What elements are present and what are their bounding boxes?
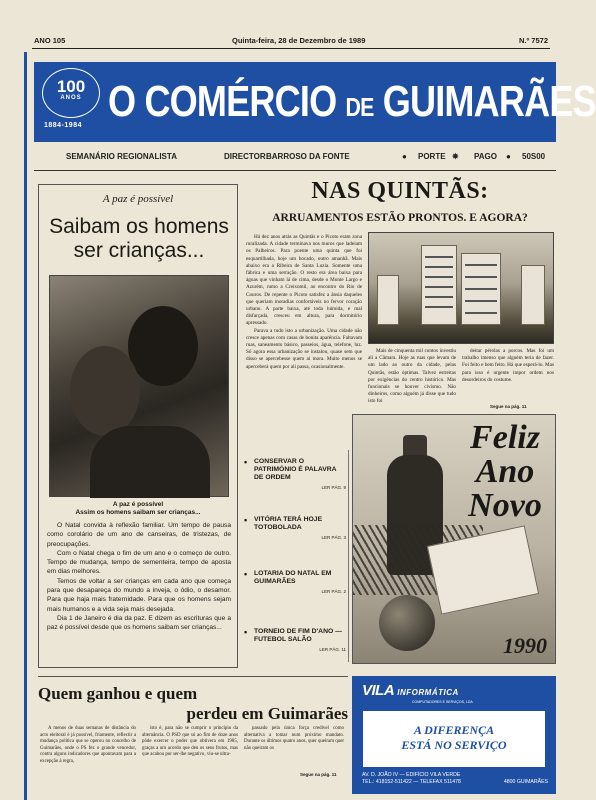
price: 50S00 (522, 152, 546, 161)
photo-figure-body (90, 426, 210, 498)
ad-slogan-line-2: ESTÁ NO SERVIÇO (401, 738, 507, 752)
photo-building (377, 275, 399, 325)
ad-street: AV. D. JOÃO IV — EDIFÍCIO VILA VERDE (362, 772, 461, 778)
new-year-greeting-photo (352, 414, 556, 664)
quintas-paragraph: Há dez anos atrás as Quintãs e o Picoto eram zona ruralizada. A cidade terminava nos muros que ladeiam os Palheiros. Para poente uma quinta que foi esquartilhada, hoje um bocado, outro amanhã. Mais abaixo era a Ribeira de Santa Luzia. Somente uma fábrica e uma serração. O resto era área baixa para águas que vinham lá de cima, desde o Monte Largo e Azurém, rumo a Creixomil, ao encontro do Rio de Couros. De repente o Picoto satisfez a ânsia daqueles que queriam moradias confortáveis no fervor coração urbano. A parte baixa, até toda húmida, e mal disfarçada, cresceu em altura, para dormitório apressado. (246, 234, 362, 327)
teaser-item[interactable] (244, 628, 346, 654)
price-bullet-icon: ● (506, 152, 511, 161)
quem-column-3 (244, 726, 344, 752)
publication-kind: SEMANÁRIO REGIONALISTA (66, 152, 177, 161)
photo-caption (39, 501, 237, 517)
quintas-column-3 (462, 348, 554, 384)
paz-kicker: A paz é possível (102, 193, 174, 205)
children-kissing-photo (49, 275, 229, 497)
title-part-2: GUIMARÃES (382, 77, 596, 126)
newspaper-title (108, 72, 596, 137)
quem-headline (38, 684, 348, 724)
paz-headline: Saibam os homens ser crianças... (49, 215, 229, 262)
paz-paragraph: Temos de voltar a ser crianças em cada ano que começa para que desapareça do mundo a inveja, o ódio, o desamor. Para que haja mais fraternidade. Para que os homens sejam mais humanos e a vida seja mais desejada. (47, 577, 231, 613)
photo-figure-boy (128, 306, 198, 386)
christmas-ornament (379, 595, 435, 651)
ad-tagline: COMPUTADORES E SERVIÇOS, LDA (412, 700, 473, 704)
issue-date: Quinta-feira, 28 de Dezembro de 1989 (232, 36, 366, 45)
paz-article (38, 184, 238, 668)
caption-line-1: A paz é possível (112, 501, 164, 508)
top-rule (32, 48, 550, 49)
quintas-paragraph: Mais de cinquenta mil contos investiu ali a Câmara. Hoje as ruas que levam de um lado ao outro da cidade, pelas Quintãs, estão óptimas. Talvez estreitas por exigências do centro histórico. Mas funcionais se houver civismo. Não dinheiros, como alguém já disse que tudo isto foi (368, 348, 456, 405)
ad-address (362, 772, 461, 786)
teaser-page: LER PÁG. 3 (321, 535, 346, 540)
teaser-text: CONSERVAR O PATRIMÓNIO É PALAVRA DE ORDEM (254, 458, 337, 481)
ad-phones: TEL.: 418152-511422 — TELEFAX 511478 (362, 779, 461, 785)
quintas-subhead: ARRUAMENTOS ESTÃO PRONTOS. E AGORA? (272, 212, 528, 224)
ctt-emblem-icon: ✵ (452, 152, 459, 161)
director-name: BARROSO DA FONTE (266, 152, 350, 161)
masthead-subline (34, 150, 556, 164)
greeting-year: 1990 (503, 633, 547, 658)
teaser-text: VITÓRIA TERÁ HOJE TOTOBOLADA (254, 516, 323, 531)
ad-slogan (363, 723, 545, 753)
photo-building (521, 265, 545, 325)
quintas-buildings-photo (368, 232, 554, 344)
teaser-bullet-icon: • (244, 515, 248, 525)
ad-logo (362, 682, 459, 699)
issue-year: ANO 105 (34, 36, 66, 45)
ad-brand: VILA (362, 682, 394, 699)
anniversary-seal (42, 68, 100, 118)
photo-building (421, 245, 457, 325)
page-edge-stripe (24, 52, 27, 800)
teaser-page: LER PÁG. 11 (319, 647, 346, 652)
quem-column-1 (40, 726, 136, 766)
quem-continued-link[interactable]: Segue na pág. 11 (300, 772, 337, 777)
issue-line (34, 36, 548, 46)
quem-column-2 (142, 726, 238, 759)
vila-informatica-ad (352, 676, 556, 794)
paz-paragraph: O Natal convida à reflexão familiar. Um tempo de pausa como corolário de um ano de canseiras, de tristezas, de preocupações. (47, 522, 231, 548)
teaser-text: TORNEIO DE FIM D'ANO — FUTEBOL SALÃO (254, 628, 342, 643)
seal-word: ANOS (60, 95, 82, 101)
photo-figure-girl (70, 346, 140, 436)
quintas-column-1 (246, 234, 362, 371)
issue-number: N.º 7572 (518, 36, 548, 45)
teaser-item[interactable] (244, 570, 346, 596)
subline-rule (34, 170, 556, 171)
teaser-item[interactable] (244, 516, 346, 542)
quem-headline-line-1: Quem ganhou e quem (38, 684, 198, 703)
seal-number: 100 (56, 77, 86, 96)
director-label: DIRECTOR: (224, 152, 269, 161)
quintas-headline: NAS QUINTÃS: (311, 178, 489, 204)
photo-building (461, 253, 501, 325)
quem-headline-line-2: perdeu em Guimarães (186, 704, 348, 723)
anniversary-years: 1884-1984 (44, 122, 82, 129)
title-part-1: O COMÉRCIO (108, 77, 337, 126)
section-rule (38, 676, 348, 677)
paz-paragraph: Com o Natal chega o fim de um ano e o começo de outro. Tempo de mudança, tempo de sementeira, tempo de aposta em dias melhores. (47, 549, 231, 576)
quem-paragraph: A menos de duas semanas de distância do acto eleitoral é já possível, friamente, reflectir a mudança política que se operou no concelho de Guimarães, onde o PS fez o grande vencedor, contra alguns indicadores que apontavam para a excepção à regra, (40, 726, 136, 764)
masthead (34, 62, 596, 142)
pago-label: PAGO (474, 152, 497, 161)
new-year-greeting: Feliz Ano Novo (468, 419, 542, 524)
ad-slogan-line-1: A DIFERENÇA (413, 723, 495, 737)
teaser-page: LER PÁG. 2 (321, 589, 346, 594)
title-de: DE (345, 92, 374, 122)
teaser-item[interactable] (244, 458, 346, 492)
teaser-bullet-icon: • (244, 627, 248, 637)
paz-body (47, 521, 231, 633)
column-divider (348, 450, 349, 662)
quintas-column-2 (368, 348, 456, 406)
ad-brand-2: INFORMÁTICA (397, 688, 459, 697)
quintas-paragraph: deitar pérolas a porcos. Mas foi um trabalho imenso que alguém teria de fazer. Foi feito e bem feito. Há que esperá-lo. Mas para isso é urgente impor ordem nos desordeiros do costume. (462, 348, 554, 383)
teaser-page: LER PÁG. 9 (321, 485, 346, 490)
teaser-bullet-icon: • (244, 569, 248, 579)
porte-bullet-icon: ● (402, 152, 407, 161)
ad-city: 4800 GUIMARÃES (503, 779, 548, 785)
quintas-paragraph: Parava a tudo isto a urbanização. Uma cidade não cresce apenas com casas de bonita aparência. Faltavam ruas, saneamento básico, passeios, água, telefone, luz. Só agora essa urbanização se instalou, quase sem que disso se apercebesse quem aí mora. Muito menos se aperceberá quem por ali passa, ocasionalmente. (246, 327, 362, 370)
caption-line-2: Assim os homens saibam ser crianças... (75, 509, 201, 516)
quintas-continued-link[interactable]: Segue na pág. 11 (490, 404, 527, 409)
ad-slogan-box (362, 710, 546, 768)
paz-paragraph: Dia 1 de Janeiro é dia da paz. E dizem as escrituras que a paz é possível desde que os homens saibam ser crianças... (47, 614, 231, 632)
teaser-text: LOTARIA DO NATAL EM GUIMARÃES (254, 570, 332, 585)
porte-label: PORTE (418, 152, 446, 161)
quem-paragraph: isto é, para não se cumprir o princípio da alternância. O PSD que só ao fim de doze anos pôde exercer o poder que obtivera em 1985, graças a um acordo que deu os seus frutos, mas que acabou por ser-lhe negativo, viu-se ultra- (142, 726, 238, 758)
teaser-bullet-icon: • (244, 457, 248, 467)
quem-paragraph: passado pela única força credível como alternativa a tomar num próximo mandato. Durante os últimos quatro anos, quer queiram quer não queiram os (244, 726, 344, 751)
